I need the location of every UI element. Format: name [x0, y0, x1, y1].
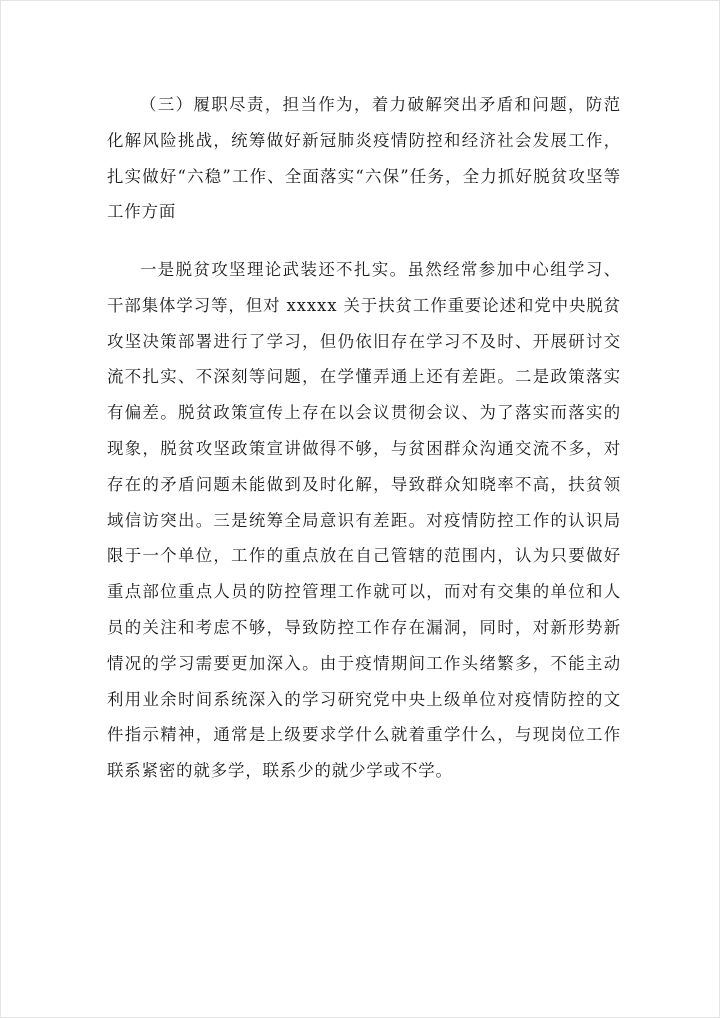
body-paragraph: 一是脱贫攻坚理论武装还不扎实。虽然经常参加中心组学习、干部集体学习等，但对 xxxxx 关于扶贫工作重要论述和党中央脱贫攻坚决策部署进行了学习，但仍依旧存在学习不及时、开展研讨交流不扎实、不深刻等问题，在学懂弄通上还有差距。二是政策落实有偏差。脱贫政策宣传上存在以会议贯彻会议、为了落实而落实的现象，脱贫攻坚政策宣讲做得不够，与贫困群众沟通交流不多，对存在的矛盾问题未能做到及时化解，导致群众知晓率不高，扶贫领域信访突出。三是统筹全局意识有差距。对疫情防控工作的认识局限于一个单位，工作的重点放在自己管辖的范围内，认为只要做好重点部位重点人员的防控管理工作就可以，而对有交集的单位和人员的关注和考虑不够，导致防控工作存在漏洞，同时，对新形势新情况的学习需要更加深入。由于疫情期间工作头绪繁多，不能主动利用业余时间系统深入的学习研究党中央上级单位对疫情防控的文件指示精神，通常是上级要求学什么就着重学什么，与现岗位工作联系紧密的就多学，联系少的就少学或不学。 [107, 260, 621, 781]
section-heading-paragraph: （三）履职尽责，担当作为，着力破解突出矛盾和问题，防范化解风险挑战，统筹做好新冠肺炎疫情防控和经济社会发展工作，扎实做好“六稳”工作、全面落实“六保”任务，全力抓好脱贫攻坚等工作方面 [107, 95, 621, 222]
